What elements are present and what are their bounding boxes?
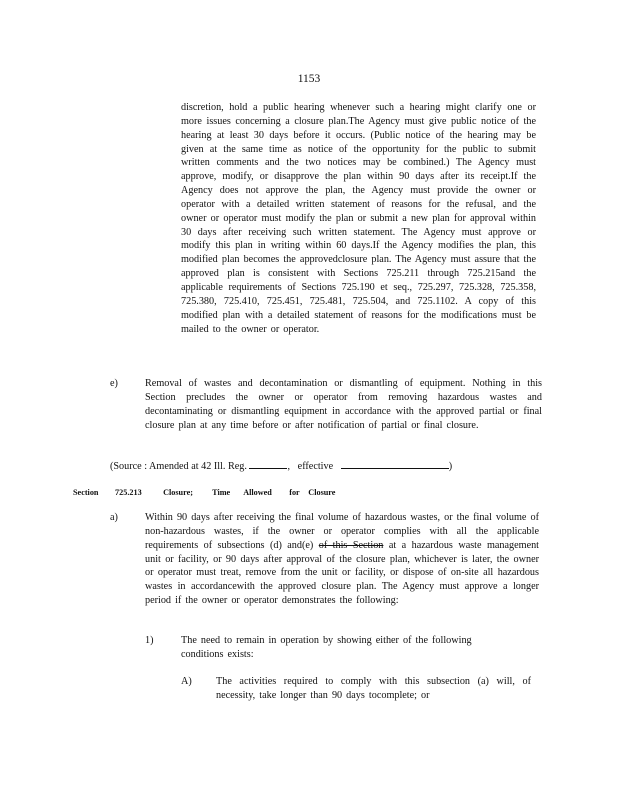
- item-1-marker: 1): [145, 635, 154, 646]
- item-A-marker: A): [181, 676, 192, 687]
- section-title-word: Closure: [308, 488, 336, 497]
- source-note-effective: effective: [297, 461, 334, 472]
- source-note-prefix: (Source : Amended at 42 Ill. Reg.: [110, 461, 247, 472]
- item-1-paragraph: The need to remain in operation by showing either of the following conditions exists:: [181, 635, 472, 660]
- subsection-e-paragraph: Removal of wastes and decontamination or dismantling of equipment. Nothing in this Section precludes the owner or operator from removing hazardous wastes and decontaminating or dismantling equipment in accordance with the approved partial or final closure plan at any time before or after notification of partial or final closure.: [145, 378, 542, 431]
- section-title-word: Allowed: [243, 488, 272, 497]
- source-note-suffix: ): [448, 461, 453, 472]
- subsection-a-text-after: at a hazardous waste management unit or facility, or 90 days after approval of the closure plan, whichever is later, the owner or operator must treat, remove from the unit or facility, or dispose of on-site all hazardous wastes in accordancewith the approved closure plan. The Agency must approve a longer period if the owner or operator demonstrates the following:: [145, 539, 540, 607]
- section-title-word: Closure;: [163, 488, 193, 497]
- source-effective-blank: [341, 459, 449, 469]
- section-title-word: Time: [212, 488, 231, 497]
- source-reg-blank: [249, 459, 287, 469]
- section-number: 725.213: [115, 488, 142, 497]
- page-number: 1153: [297, 73, 321, 85]
- struck-text: of this Section: [318, 539, 384, 551]
- section-heading: [73, 488, 335, 497]
- subsection-a-paragraph: [145, 511, 539, 608]
- closure-plan-continuation-paragraph: discretion, hold a public hearing whenever such a hearing might clarify one or more issues concerning a closure plan.The Agency must give public notice of the hearing at least 30 days before it occurs. (Public notice of the hearing may be given at the same time as notice of the opportunity for the public to submit written comments and the two notices may be combined.) The Agency must approve, modify, or disapprove the plan within 90 days after its receipt.If the Agency does not approve the plan, the Agency must provide the owner or operator with a detailed written statement of reasons for the refusal, and the owner or operator must modify the plan or submit a new plan for approval within 30 days after receiving such written statement. The Agency must approve or modify this plan in writing within 60 days.If the Agency modifies the plan, this modified plan becomes the approvedclosure plan. The Agency must assure that the approved plan is consistent with Sections 725.211 through 725.215and the applicable requirements of Sections 725.190 et seq., 725.297, 725.328, 725.358, 725.380, 725.410, 725.451, 725.481, 725.504, and 725.1102. A copy of this modified plan with a detailed statement of reasons for the modifications must be mailed to the owner or operator.: [181, 102, 536, 335]
- section-label: Section: [73, 488, 99, 497]
- subsection-e-marker: e): [110, 378, 118, 389]
- item-A-paragraph: The activities required to comply with this subsection (a) will, of necessity, take longer than 90 days tocomplete; or: [216, 676, 531, 701]
- subsection-a-marker: a): [110, 512, 118, 523]
- source-note-comma: ,: [287, 461, 291, 472]
- subsection-a-text-before: Within 90 days after receiving the final volume of hazardous wastes, or the final volume of non-hazardous wastes, if the owner or operator complies with all the applicable requirements of subsections (d) and(e): [145, 512, 539, 551]
- section-title-word: for: [289, 488, 300, 497]
- source-note: [110, 459, 452, 474]
